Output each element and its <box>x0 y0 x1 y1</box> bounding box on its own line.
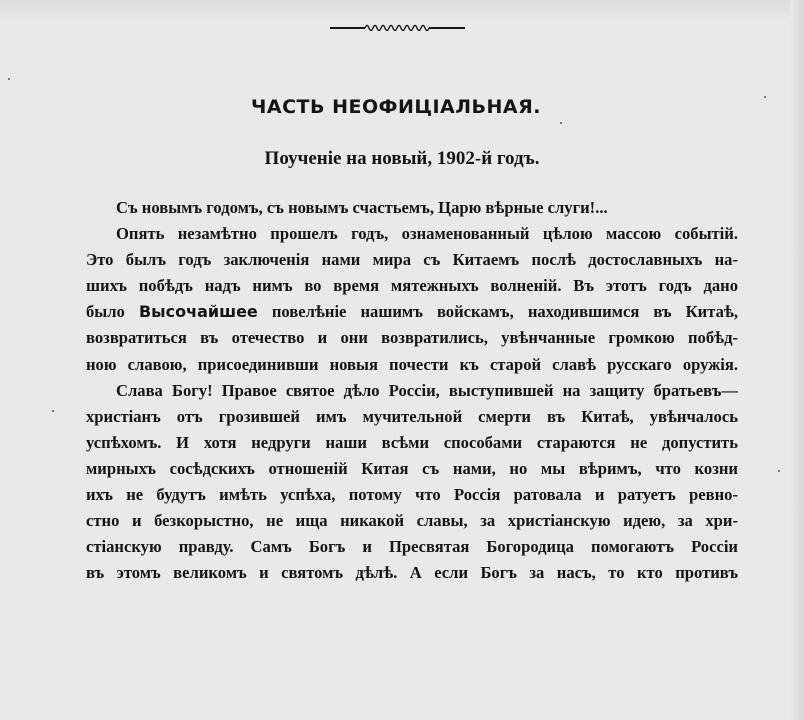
article-title: Поученіе на новый, 1902-й годъ. <box>264 148 540 169</box>
text-fragment: повелѣніе нашимъ войскамъ, находившимся въ Китаѣ, <box>271 302 738 322</box>
text-line: ною славою, присоединивши новыя почести къ старой славѣ русскаго оружія. <box>86 354 738 374</box>
scan-speck <box>8 78 10 80</box>
scan-speck <box>764 96 766 98</box>
scan-speck <box>560 122 562 124</box>
text-line: возвратиться въ отечество и они возвратились, увѣнчанные громкою побѣд- <box>86 328 738 348</box>
text-fragment: было <box>86 302 125 322</box>
text-line: успѣхомъ. И хотя недруги наши всѣми способами стараются не допустить <box>86 432 738 452</box>
text-line: Это былъ годъ заключенія нами мира съ Китаемъ послѣ достославныхъ на- <box>86 250 738 270</box>
emphasized-word: Высочайшее <box>138 302 258 322</box>
text-line: въ этомъ великомъ и святомъ дѣлѣ. А если Богъ за насъ, то кто противъ <box>86 563 738 583</box>
scan-speck <box>778 470 780 472</box>
previous-page-remnant <box>0 0 804 22</box>
text-line: ихъ не будутъ имѣть успѣха, потому что Россія ратовала и ратуетъ ревно- <box>86 485 738 505</box>
article-body <box>86 195 738 586</box>
decorative-rule-icon <box>330 20 465 36</box>
text-line: шихъ побѣдъ надъ нимъ во время мятежныхъ волненій. Въ этотъ годъ дано <box>86 276 738 296</box>
text-line: Слава Богу! Правое святое дѣло Россіи, выступившей на защиту братьевъ— <box>116 380 738 400</box>
text-line: Съ новымъ годомъ, съ новымъ счастьемъ, Царю вѣрные слуги!... <box>116 198 608 217</box>
text-line: христіанъ отъ грозившей имъ мучительной смерти въ Китаѣ, увѣнчалось <box>86 406 738 426</box>
text-line: Опять незамѣтно прошелъ годъ, ознаменованный цѣлою массою событій. <box>116 224 738 244</box>
scan-speck <box>52 410 54 412</box>
section-title: ЧАСТЬ НЕОФИЦІАЛЬНАЯ. <box>251 96 541 118</box>
text-line <box>86 299 738 325</box>
text-line: стно и безкорыстно, не ища никакой славы, за христіанскую идею, за хри- <box>86 511 738 531</box>
text-line: стіанскую правду. Самъ Богъ и Пресвятая Богородица помогаютъ Россіи <box>86 537 738 557</box>
text-line: мирныхъ сосѣдскихъ отношеній Китая съ нами, но мы вѣримъ, что козни <box>86 458 738 478</box>
